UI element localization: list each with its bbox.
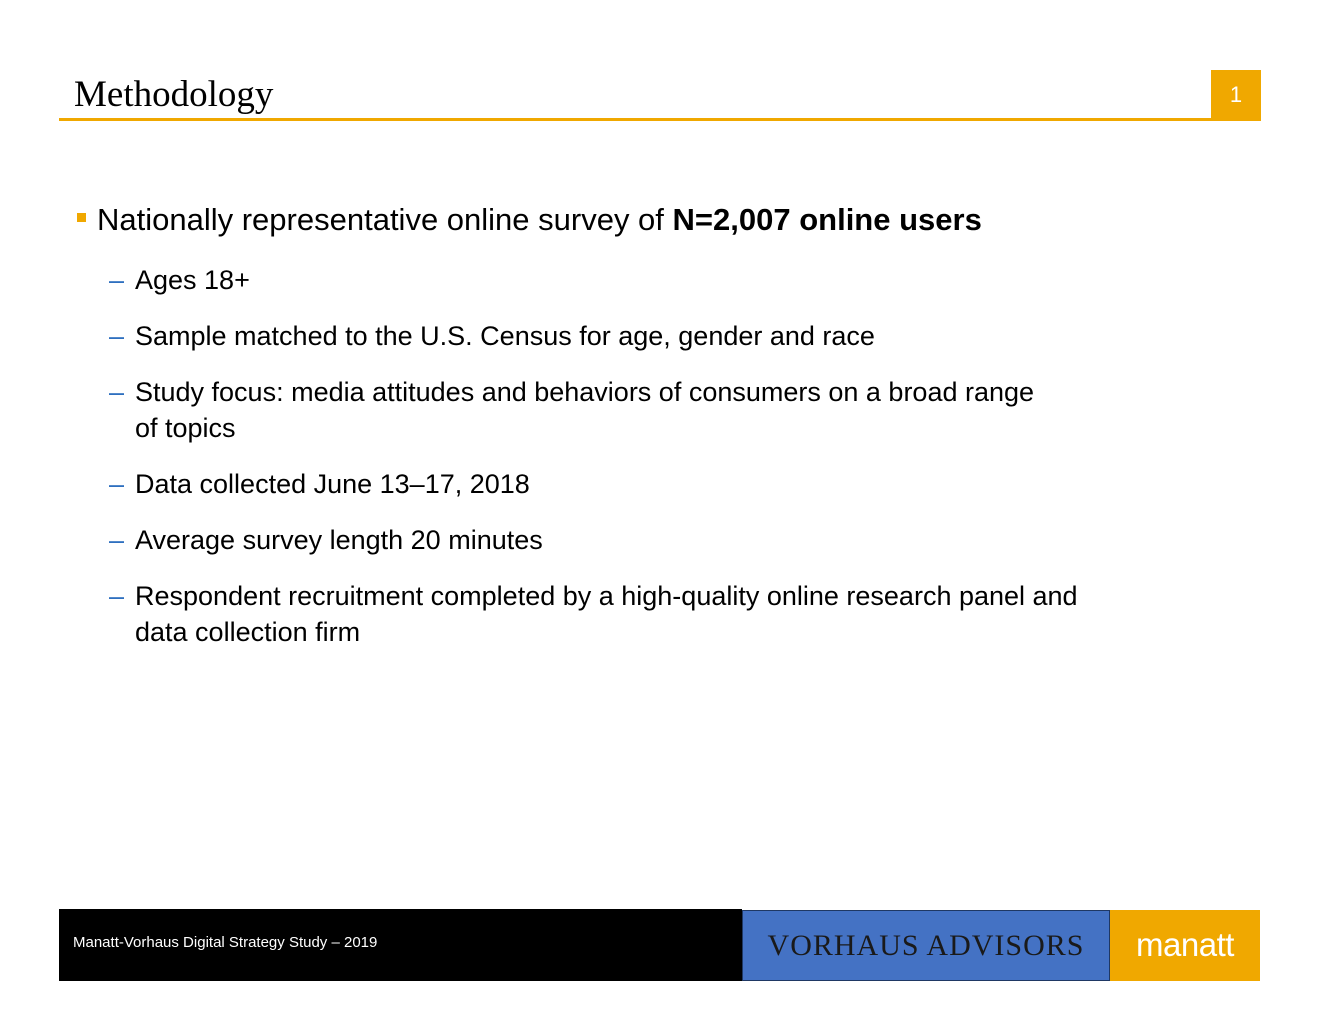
- sub-bullet-text: Study focus: media attitudes and behaviors of consumers on a broad range of topics: [135, 377, 1035, 443]
- dash-bullet-icon: –: [109, 377, 125, 407]
- slide-title: Methodology: [74, 74, 274, 115]
- sub-bullet-text: Average survey length 20 minutes: [135, 525, 543, 555]
- dash-bullet-icon: –: [109, 265, 125, 295]
- dash-bullet-icon: –: [109, 525, 125, 555]
- dash-bullet-icon: –: [109, 469, 125, 499]
- sub-bullet-item: [109, 262, 1149, 298]
- sub-bullet-item: [109, 578, 1135, 650]
- sub-bullet-item: [109, 374, 1055, 446]
- page-number-badge: 1: [1211, 70, 1261, 121]
- main-bullet-bold: N=2,007 online users: [672, 202, 982, 237]
- sub-bullet-text: Data collected June 13–17, 2018: [135, 469, 530, 499]
- vorhaus-advisors-logo: VORHAUS ADVISORS: [742, 910, 1110, 981]
- dash-bullet-icon: –: [109, 581, 125, 611]
- title-divider: [59, 118, 1211, 121]
- main-bullet-normal: Nationally representative online survey of: [97, 202, 673, 237]
- sub-bullet-text: Respondent recruitment completed by a high-quality online research panel and data collection firm: [135, 581, 1078, 647]
- sub-bullet-list: [109, 262, 1149, 670]
- sub-bullet-item: [109, 318, 1149, 354]
- dash-bullet-icon: –: [109, 321, 125, 351]
- manatt-logo: manatt: [1110, 910, 1260, 981]
- main-bullet-text: [97, 200, 982, 240]
- square-bullet-icon: [77, 213, 86, 222]
- sub-bullet-text: Sample matched to the U.S. Census for age, gender and race: [135, 321, 875, 351]
- footer-study-label: Manatt-Vorhaus Digital Strategy Study – 2019: [73, 934, 378, 951]
- sub-bullet-text: Ages 18+: [135, 265, 250, 295]
- sub-bullet-item: [109, 522, 1149, 558]
- sub-bullet-item: [109, 466, 1149, 502]
